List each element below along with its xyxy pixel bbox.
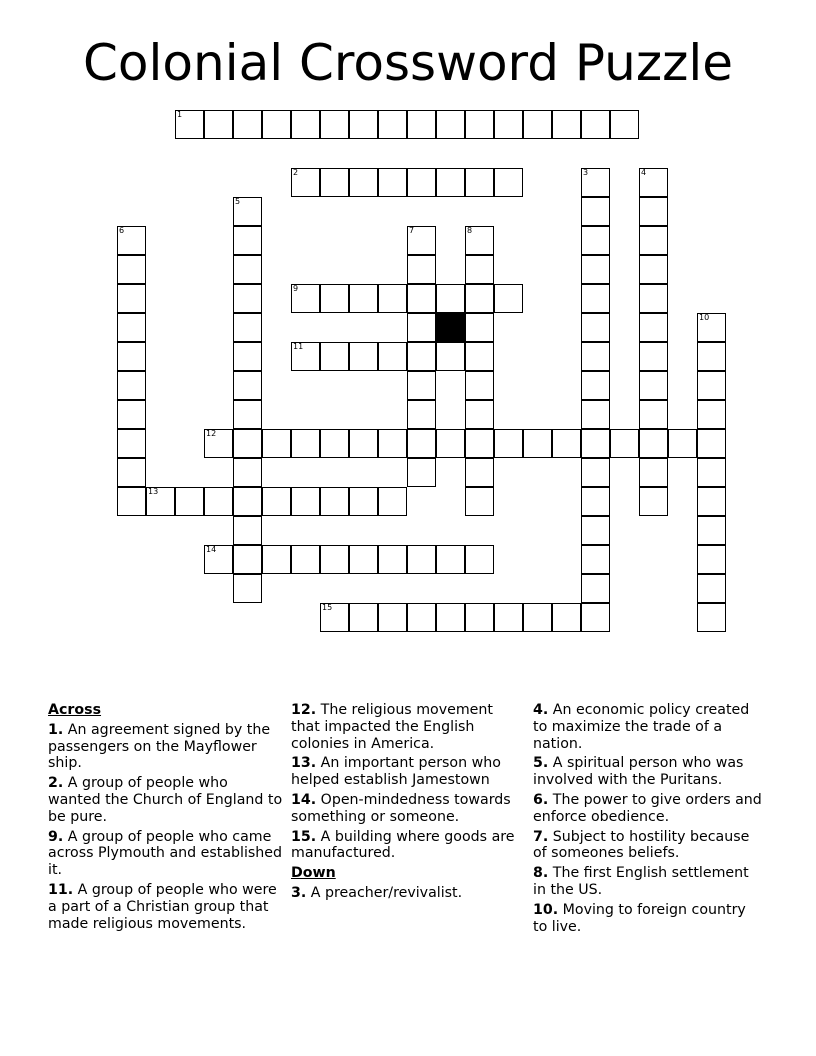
grid-cell[interactable] <box>320 545 349 574</box>
clue-text: Open-mindedness towards something or someone. <box>291 791 511 825</box>
grid-cell[interactable] <box>639 255 668 284</box>
clue-number: 10. <box>533 901 559 918</box>
grid-cell[interactable] <box>233 429 262 458</box>
cell-number: 5 <box>235 197 241 206</box>
grid-cell[interactable] <box>378 168 407 197</box>
grid-cell[interactable] <box>233 110 262 139</box>
grid-cell[interactable] <box>378 429 407 458</box>
grid-cell[interactable] <box>117 255 146 284</box>
grid-cell[interactable] <box>639 487 668 516</box>
clue-number: 8. <box>533 865 549 882</box>
grid-cell[interactable] <box>407 400 436 429</box>
clue-number: 1. <box>48 721 64 738</box>
grid-cell[interactable] <box>233 516 262 545</box>
grid-cell[interactable] <box>204 487 233 516</box>
grid-cell[interactable] <box>465 371 494 400</box>
grid-cell[interactable] <box>204 429 233 458</box>
grid-cell[interactable] <box>697 574 726 603</box>
grid-cell[interactable] <box>233 371 262 400</box>
grid-cell[interactable] <box>639 400 668 429</box>
grid-cell[interactable] <box>697 342 726 371</box>
grid-cell[interactable] <box>581 197 610 226</box>
clue-number: 7. <box>533 828 549 845</box>
grid-cell[interactable] <box>697 458 726 487</box>
clue-number: 14. <box>291 791 317 808</box>
clue-number: 9. <box>48 828 64 845</box>
grid-cell[interactable] <box>581 400 610 429</box>
cell-number: 6 <box>119 226 125 235</box>
grid-cell[interactable] <box>262 545 291 574</box>
clue-number: 11. <box>48 881 74 898</box>
grid-cell[interactable] <box>610 429 639 458</box>
grid-cell[interactable] <box>436 110 465 139</box>
clue-text: Moving to foreign country to live. <box>533 901 746 935</box>
grid-cell[interactable] <box>581 168 610 197</box>
grid-cell[interactable] <box>291 110 320 139</box>
cell-number: 2 <box>293 168 299 177</box>
grid-cell[interactable] <box>291 284 320 313</box>
grid-cell[interactable] <box>117 458 146 487</box>
grid-cell[interactable] <box>407 603 436 632</box>
cell-number: 7 <box>409 226 415 235</box>
grid-cell[interactable] <box>465 545 494 574</box>
grid-cell[interactable] <box>581 516 610 545</box>
grid-cell[interactable] <box>349 545 378 574</box>
grid-cell[interactable] <box>349 487 378 516</box>
grid-cell[interactable] <box>465 487 494 516</box>
grid-cell[interactable] <box>465 284 494 313</box>
grid-cell[interactable] <box>436 168 465 197</box>
grid-cell[interactable] <box>639 197 668 226</box>
black-cell <box>436 313 465 342</box>
grid-cell[interactable] <box>465 110 494 139</box>
clue-down-5 <box>533 755 763 789</box>
clue-number: 6. <box>533 791 549 808</box>
grid-cell[interactable] <box>117 284 146 313</box>
grid-cell[interactable] <box>581 255 610 284</box>
clue-text: An important person who helped establish Jamestown <box>291 755 501 789</box>
grid-cell[interactable] <box>204 110 233 139</box>
clue-number: 12. <box>291 702 317 718</box>
grid-cell[interactable] <box>349 429 378 458</box>
grid-cell[interactable] <box>581 313 610 342</box>
grid-cell[interactable] <box>494 110 523 139</box>
clue-text: A preacher/revivalist. <box>310 884 463 901</box>
grid-cell[interactable] <box>523 110 552 139</box>
grid-cell[interactable] <box>639 226 668 255</box>
down-header: Down <box>291 865 336 882</box>
clue-across-15 <box>291 829 523 863</box>
cell-number: 4 <box>641 168 647 177</box>
grid-cell[interactable] <box>407 458 436 487</box>
grid-cell[interactable] <box>320 168 349 197</box>
page-title: Colonial Crossword Puzzle <box>83 34 733 92</box>
grid-cell[interactable] <box>465 603 494 632</box>
clue-down-6 <box>533 792 763 826</box>
clue-text: A group of people who wanted the Church of England to be pure. <box>48 775 283 825</box>
clue-across-9 <box>48 829 284 879</box>
grid-cell[interactable] <box>581 226 610 255</box>
grid-cell[interactable] <box>262 110 291 139</box>
clue-number: 5. <box>533 755 549 772</box>
grid-cell[interactable] <box>581 458 610 487</box>
grid-cell[interactable] <box>639 342 668 371</box>
clue-number: 3. <box>291 884 307 901</box>
clue-down-8 <box>533 865 763 899</box>
grid-cell[interactable] <box>494 168 523 197</box>
clue-text: A group of people who were a part of a Christian group that made religious movements. <box>48 881 277 932</box>
clue-text: Subject to hostility because of someones beliefs. <box>533 828 750 862</box>
cell-number: 12 <box>206 429 217 438</box>
grid-cell[interactable] <box>581 603 610 632</box>
grid-cell[interactable] <box>117 429 146 458</box>
cell-number: 8 <box>467 226 473 235</box>
grid-cell[interactable] <box>233 284 262 313</box>
clue-text: The power to give orders and enforce obedience. <box>533 791 762 825</box>
grid-cell[interactable] <box>639 313 668 342</box>
grid-cell[interactable] <box>552 603 581 632</box>
clue-across-2 <box>48 775 284 825</box>
clue-text: A group of people who came across Plymouth and established it. <box>48 828 283 879</box>
grid-cell[interactable] <box>581 545 610 574</box>
cell-number: 10 <box>699 313 710 322</box>
grid-cell[interactable] <box>233 400 262 429</box>
grid-cell[interactable] <box>407 255 436 284</box>
grid-cell[interactable] <box>465 458 494 487</box>
grid-cell[interactable] <box>465 342 494 371</box>
grid-cell[interactable] <box>407 284 436 313</box>
grid-cell[interactable] <box>233 255 262 284</box>
grid-cell[interactable] <box>233 226 262 255</box>
grid-cell[interactable] <box>436 603 465 632</box>
grid-cell[interactable] <box>465 313 494 342</box>
grid-cell[interactable] <box>233 574 262 603</box>
grid-cell[interactable] <box>639 429 668 458</box>
grid-cell[interactable] <box>407 226 436 255</box>
grid-cell[interactable] <box>697 487 726 516</box>
clue-across-1 <box>48 722 284 772</box>
grid-cell[interactable] <box>117 371 146 400</box>
grid-cell[interactable] <box>581 110 610 139</box>
grid-cell[interactable] <box>581 342 610 371</box>
clue-across-13 <box>291 755 523 789</box>
grid-cell[interactable] <box>639 458 668 487</box>
grid-cell[interactable] <box>117 487 146 516</box>
clue-across-11 <box>48 882 284 932</box>
grid-cell[interactable] <box>117 400 146 429</box>
grid-cell[interactable] <box>697 545 726 574</box>
cell-number: 1 <box>177 110 183 119</box>
grid-cell[interactable] <box>639 284 668 313</box>
cell-number: 11 <box>293 342 304 351</box>
grid-cell[interactable] <box>378 284 407 313</box>
grid-cell[interactable] <box>407 168 436 197</box>
grid-cell[interactable] <box>233 487 262 516</box>
clues-column-1 <box>48 702 284 935</box>
grid-cell[interactable] <box>494 284 523 313</box>
clue-number: 13. <box>291 755 317 772</box>
clue-down-3 <box>291 885 523 902</box>
grid-cell[interactable] <box>465 168 494 197</box>
grid-cell[interactable] <box>291 487 320 516</box>
grid-cell[interactable] <box>117 313 146 342</box>
clue-across-14 <box>291 792 523 826</box>
grid-cell[interactable] <box>465 429 494 458</box>
grid-cell[interactable] <box>378 545 407 574</box>
grid-cell[interactable] <box>291 545 320 574</box>
cell-number: 14 <box>206 545 217 554</box>
grid-cell[interactable] <box>465 226 494 255</box>
grid-cell[interactable] <box>320 284 349 313</box>
clue-number: 15. <box>291 828 317 845</box>
grid-cell[interactable] <box>581 429 610 458</box>
clue-text: The first English settlement in the US. <box>533 865 749 898</box>
grid-cell[interactable] <box>320 342 349 371</box>
grid-cell[interactable] <box>262 429 291 458</box>
grid-cell[interactable] <box>175 110 204 139</box>
grid-cell[interactable] <box>581 574 610 603</box>
clue-text: A building where goods are manufactured. <box>291 828 515 862</box>
grid-cell[interactable] <box>291 342 320 371</box>
grid-cell[interactable] <box>407 545 436 574</box>
grid-cell[interactable] <box>233 545 262 574</box>
grid-cell[interactable] <box>581 371 610 400</box>
grid-cell[interactable] <box>320 487 349 516</box>
grid-cell[interactable] <box>668 429 697 458</box>
clue-down-4 <box>533 702 763 752</box>
grid-cell[interactable] <box>436 284 465 313</box>
cell-number: 15 <box>322 603 333 612</box>
grid-cell[interactable] <box>117 226 146 255</box>
grid-cell[interactable] <box>349 342 378 371</box>
cell-number: 3 <box>583 168 589 177</box>
grid-cell[interactable] <box>349 284 378 313</box>
grid-cell[interactable] <box>407 313 436 342</box>
grid-cell[interactable] <box>436 429 465 458</box>
grid-cell[interactable] <box>639 168 668 197</box>
grid-cell[interactable] <box>465 255 494 284</box>
clues-column-3 <box>533 702 763 938</box>
grid-cell[interactable] <box>378 110 407 139</box>
grid-cell[interactable] <box>378 342 407 371</box>
grid-cell[interactable] <box>697 429 726 458</box>
clue-down-7 <box>533 829 763 863</box>
grid-cell[interactable] <box>320 429 349 458</box>
grid-cell[interactable] <box>697 313 726 342</box>
clue-text: An agreement signed by the passengers on the Mayflower ship. <box>48 721 271 772</box>
grid-cell[interactable] <box>697 400 726 429</box>
grid-cell[interactable] <box>233 342 262 371</box>
grid-cell[interactable] <box>552 110 581 139</box>
grid-cell[interactable] <box>407 342 436 371</box>
grid-cell[interactable] <box>349 110 378 139</box>
grid-cell[interactable] <box>117 342 146 371</box>
clue-number: 2. <box>48 775 64 792</box>
grid-cell[interactable] <box>697 516 726 545</box>
grid-cell[interactable] <box>378 603 407 632</box>
grid-cell[interactable] <box>552 429 581 458</box>
grid-cell[interactable] <box>436 545 465 574</box>
clues-column-2 <box>291 702 523 905</box>
clue-text: An economic policy created to maximize the trade of a nation. <box>533 702 750 752</box>
grid-cell[interactable] <box>378 487 407 516</box>
clue-down-10 <box>533 902 763 936</box>
grid-cell[interactable] <box>233 197 262 226</box>
grid-cell[interactable] <box>233 313 262 342</box>
across-header: Across <box>48 702 102 718</box>
grid-cell[interactable] <box>233 458 262 487</box>
grid-cell[interactable] <box>349 603 378 632</box>
grid-cell[interactable] <box>407 429 436 458</box>
grid-cell[interactable] <box>581 284 610 313</box>
grid-cell[interactable] <box>465 400 494 429</box>
grid-cell[interactable] <box>291 429 320 458</box>
grid-cell[interactable] <box>291 168 320 197</box>
cell-number: 13 <box>148 487 159 496</box>
grid-cell[interactable] <box>494 429 523 458</box>
grid-cell[interactable] <box>523 603 552 632</box>
grid-cell[interactable] <box>407 371 436 400</box>
grid-cell[interactable] <box>697 371 726 400</box>
clue-text: The religious movement that impacted the English colonies in America. <box>291 702 493 752</box>
grid-cell[interactable] <box>581 487 610 516</box>
grid-cell[interactable] <box>697 603 726 632</box>
grid-cell[interactable] <box>204 545 233 574</box>
grid-cell[interactable] <box>407 110 436 139</box>
grid-cell[interactable] <box>639 371 668 400</box>
grid-cell[interactable] <box>494 603 523 632</box>
grid-cell[interactable] <box>523 429 552 458</box>
grid-cell[interactable] <box>610 110 639 139</box>
grid-cell[interactable] <box>349 168 378 197</box>
cell-number: 9 <box>293 284 299 293</box>
clue-text: A spiritual person who was involved with the Puritans. <box>533 755 744 789</box>
clue-number: 4. <box>533 702 549 718</box>
clue-across-12 <box>291 702 523 752</box>
grid-cell[interactable] <box>320 110 349 139</box>
grid-cell[interactable] <box>175 487 204 516</box>
grid-cell[interactable] <box>146 487 175 516</box>
grid-cell[interactable] <box>320 603 349 632</box>
grid-cell[interactable] <box>436 342 465 371</box>
grid-cell[interactable] <box>262 487 291 516</box>
